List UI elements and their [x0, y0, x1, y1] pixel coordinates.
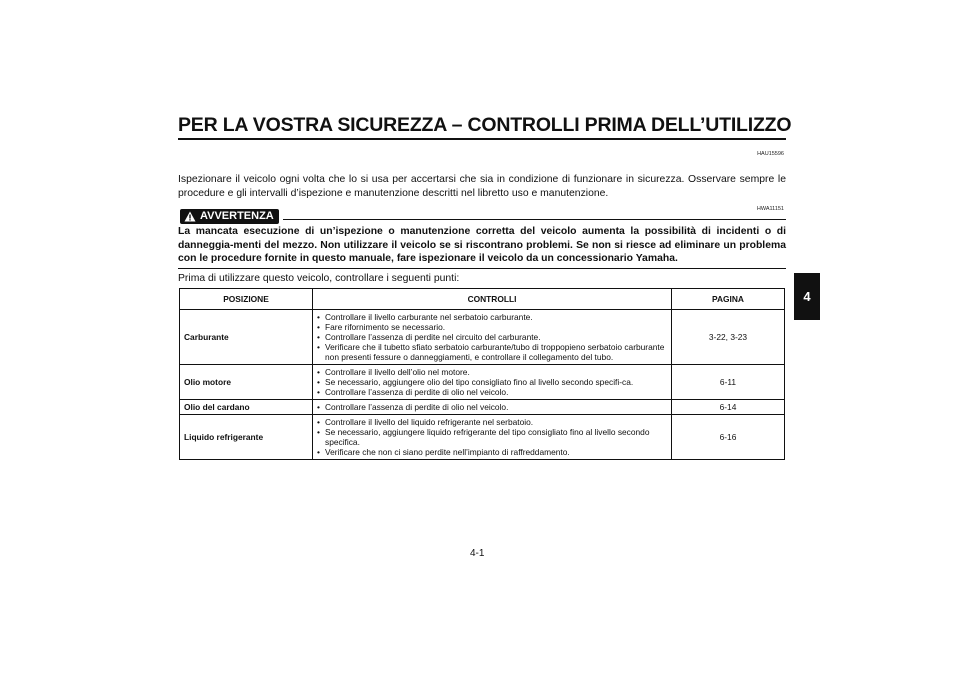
- check-item: • Verificare che il tubetto sfiato serbatoio carburante/tubo di troppopieno serbatoio carburante non presenti fessure o danneggiamenti, e controllare il collegamento del tubo.: [317, 342, 667, 362]
- page-number: 4-1: [470, 548, 485, 559]
- row-checks: [313, 415, 672, 460]
- row-page: 6-11: [672, 365, 785, 400]
- row-position: Olio motore: [180, 365, 313, 400]
- column-header-position: POSIZIONE: [180, 289, 313, 310]
- check-item: • Fare rifornimento se necessario.: [317, 322, 667, 332]
- table-row: [180, 400, 785, 415]
- check-item: • Controllare l’assenza di perdite nel circuito del carburante.: [317, 332, 667, 342]
- check-item: • Controllare il livello carburante nel serbatoio carburante.: [317, 312, 667, 322]
- check-item: • Controllare l’assenza di perdite di olio nel veicolo.: [317, 387, 667, 397]
- check-item: • Verificare che non ci siano perdite nell’impianto di raffreddamento.: [317, 447, 667, 457]
- table-row: [180, 310, 785, 365]
- page-title: PER LA VOSTRA SICUREZZA – CONTROLLI PRIMA DELL’UTILIZZO: [178, 114, 792, 136]
- warning-triangle-icon: [184, 211, 196, 222]
- check-item: • Controllare il livello del liquido refrigerante nel serbatoio.: [317, 417, 667, 427]
- table-row: [180, 365, 785, 400]
- warning-text: La mancata esecuzione di un’ispezione o manutenzione corretta del veicolo aumenta la possibilità di incidenti o di danneggia-menti del mezzo. Non utilizzare il veicolo se si riscontrano problemi. Se non si riesce ad eliminare un problema con le procedure fornite in questo manuale, fare ispezionare il veicolo da un concessionario Yamaha.: [178, 226, 786, 264]
- title-divider: [178, 138, 786, 140]
- check-item: • Controllare l’assenza di perdite di olio nel veicolo.: [317, 402, 667, 412]
- row-checks: [313, 400, 672, 415]
- row-page: 3-22, 3-23: [672, 310, 785, 365]
- row-page: 6-16: [672, 415, 785, 460]
- table-intro: Prima di utilizzare questo veicolo, controllare i seguenti punti:: [178, 273, 460, 284]
- chapter-tab: 4: [794, 273, 820, 320]
- column-header-page: PAGINA: [672, 289, 785, 310]
- row-checks: [313, 310, 672, 365]
- intro-paragraph: Ispezionare il veicolo ogni volta che lo si usa per accertarsi che sia in condizione di funzionare in sicurezza. Osservare sempre le procedure e gli intervalli d’ispezione e manutenzione descritti nel libretto uso e manutenzione.: [178, 174, 786, 199]
- row-page: 6-14: [672, 400, 785, 415]
- column-header-checks: CONTROLLI: [313, 289, 672, 310]
- warning-label: [180, 209, 279, 224]
- row-position: Liquido refrigerante: [180, 415, 313, 460]
- pre-operation-checklist-table: [179, 288, 785, 460]
- table-row: [180, 415, 785, 460]
- row-position: Olio del cardano: [180, 400, 313, 415]
- row-checks: [313, 365, 672, 400]
- reference-code: HAU15596: [757, 151, 784, 157]
- row-position: Carburante: [180, 310, 313, 365]
- warning-divider: [283, 219, 786, 220]
- check-item: • Controllare il livello dell’olio nel motore.: [317, 367, 667, 377]
- warning-bottom-divider: [178, 268, 786, 269]
- check-item: • Se necessario, aggiungere liquido refrigerante del tipo consigliato fino al livello secondo specifica.: [317, 427, 667, 447]
- check-item: • Se necessario, aggiungere olio del tipo consigliato fino al livello secondo specifi-ca.: [317, 377, 667, 387]
- reference-code: HWA11151: [756, 206, 784, 212]
- warning-label-text: AVVERTENZA: [200, 210, 274, 222]
- table-header-row: [180, 289, 785, 310]
